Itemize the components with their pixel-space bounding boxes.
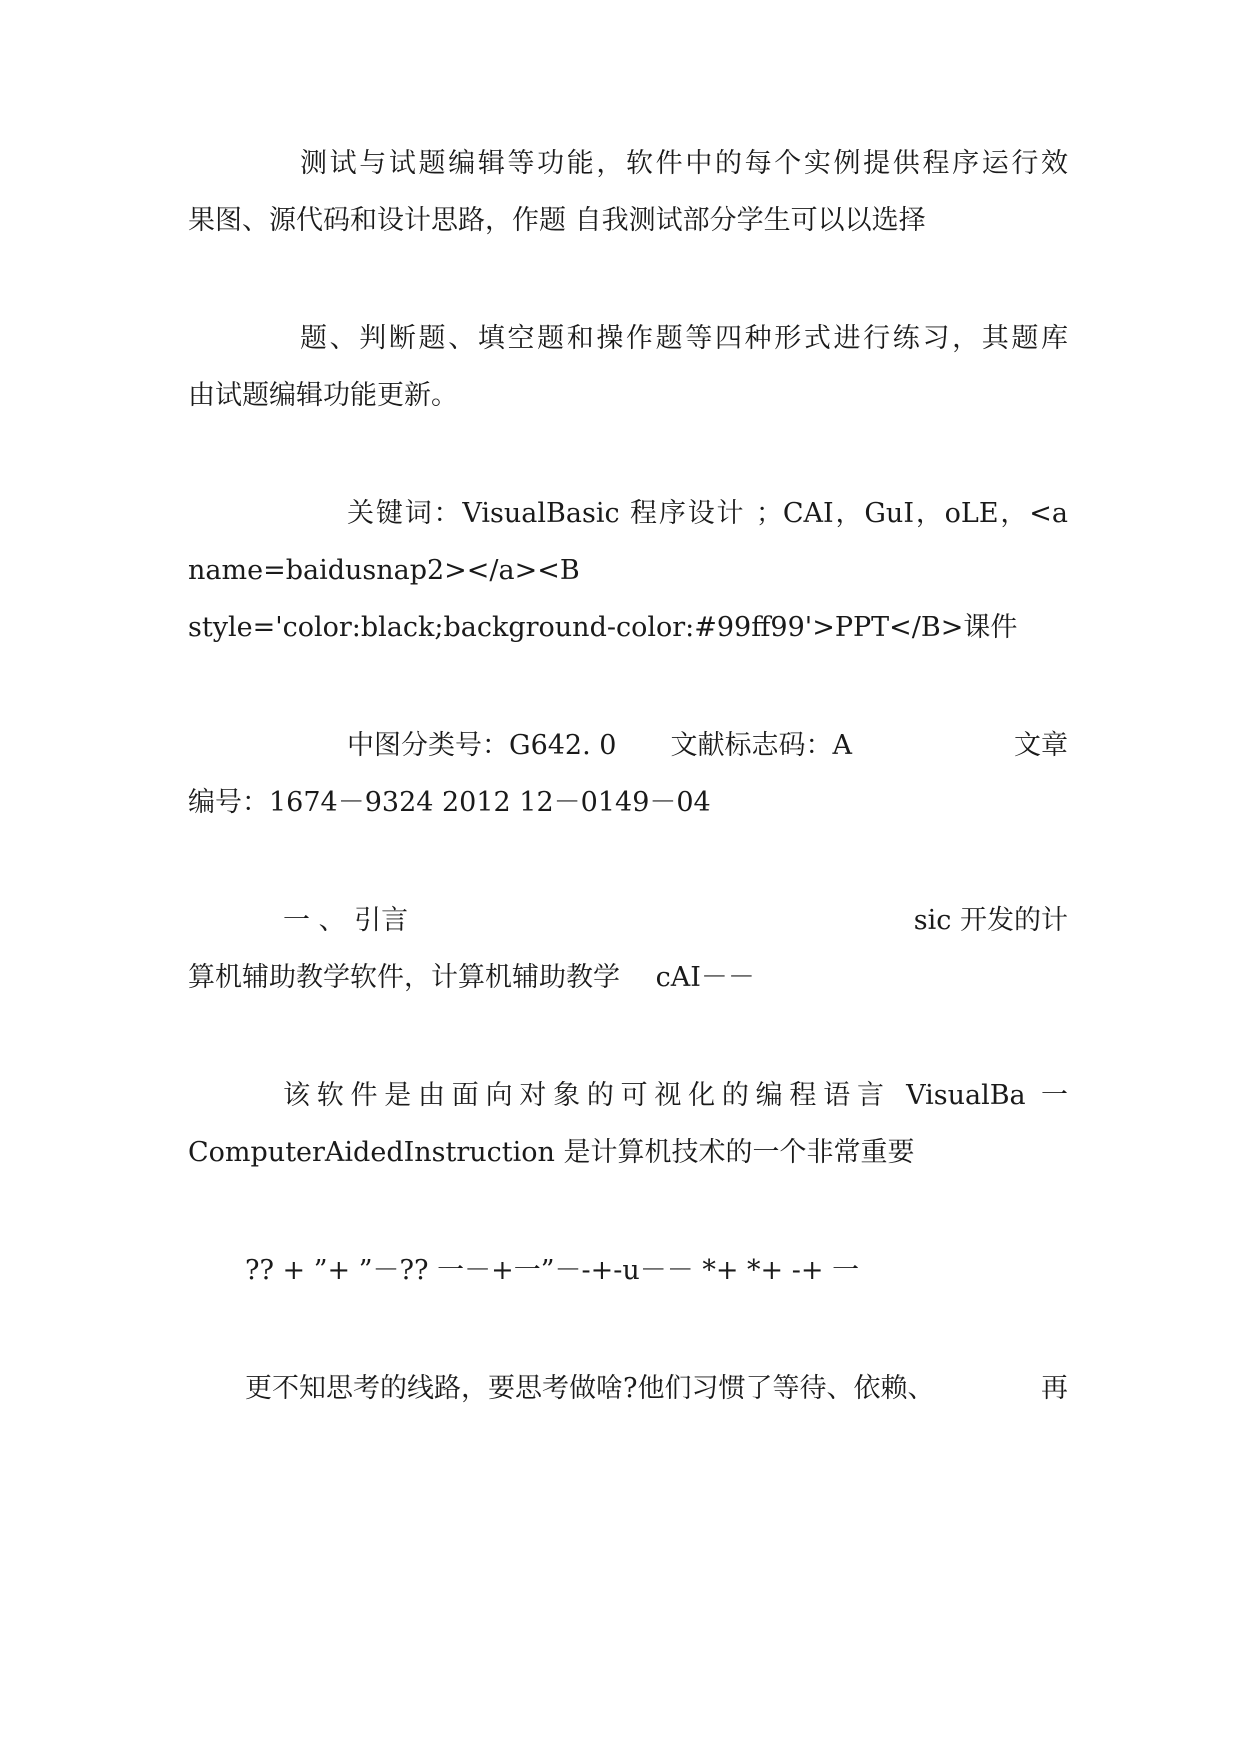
paragraph-4-line-1	[245, 1371, 1068, 1407]
classification-line-2: 编号：1674－9324 2012 12－0149－04	[188, 787, 711, 818]
intro-heading: 一 、 引言	[283, 905, 409, 936]
paragraph-4-text: 更不知思考的线路，要思考做啥?他们习惯了等待、依赖、	[245, 1373, 935, 1404]
keywords-line-3: style='color:black;background-color:#99ff99'>PPT</B>课件	[188, 612, 1018, 643]
keywords-line-1: 关键词：VisualBasic 程序设计 ；CAI，GuI，oLE，<a	[347, 498, 1068, 529]
classification-line-1	[347, 728, 1068, 764]
intro-fragment: sic 开发的计	[913, 905, 1068, 936]
paragraph-1-line-1: 测试与试题编辑等功能，软件中的每个实例提供程序运行效	[300, 148, 1068, 179]
paragraph-1-line-2: 果图、源代码和设计思路，作题 自我测试部分学生可以以选择	[188, 205, 926, 236]
intro-line-1	[283, 903, 1068, 939]
paragraph-2-line-1: 题、判断题、填空题和操作题等四种形式进行练习，其题库	[300, 323, 1068, 354]
garbled-line: ?? + ”+ ”－?? 一－+一”－-+-u－－ *+ *+ -+ 一	[245, 1255, 860, 1286]
classification-codes: 中图分类号：G642. 0 文献标志码：A	[347, 730, 852, 761]
article-label: 文章	[1014, 730, 1068, 761]
paragraph-3-line-2: ComputerAidedInstruction 是计算机技术的一个非常重要	[188, 1137, 915, 1168]
keywords-line-2: name=baidusnap2></a><B	[188, 555, 580, 586]
paragraph-4-trailing: 再	[1041, 1373, 1068, 1404]
paragraph-2-line-2: 由试题编辑功能更新。	[188, 380, 458, 411]
paragraph-3-line-1: 该软件是由面向对象的可视化的编程语言 VisualBa 一	[283, 1080, 1068, 1111]
intro-line-2: 算机辅助教学软件，计算机辅助教学 cAI－－	[188, 962, 755, 993]
